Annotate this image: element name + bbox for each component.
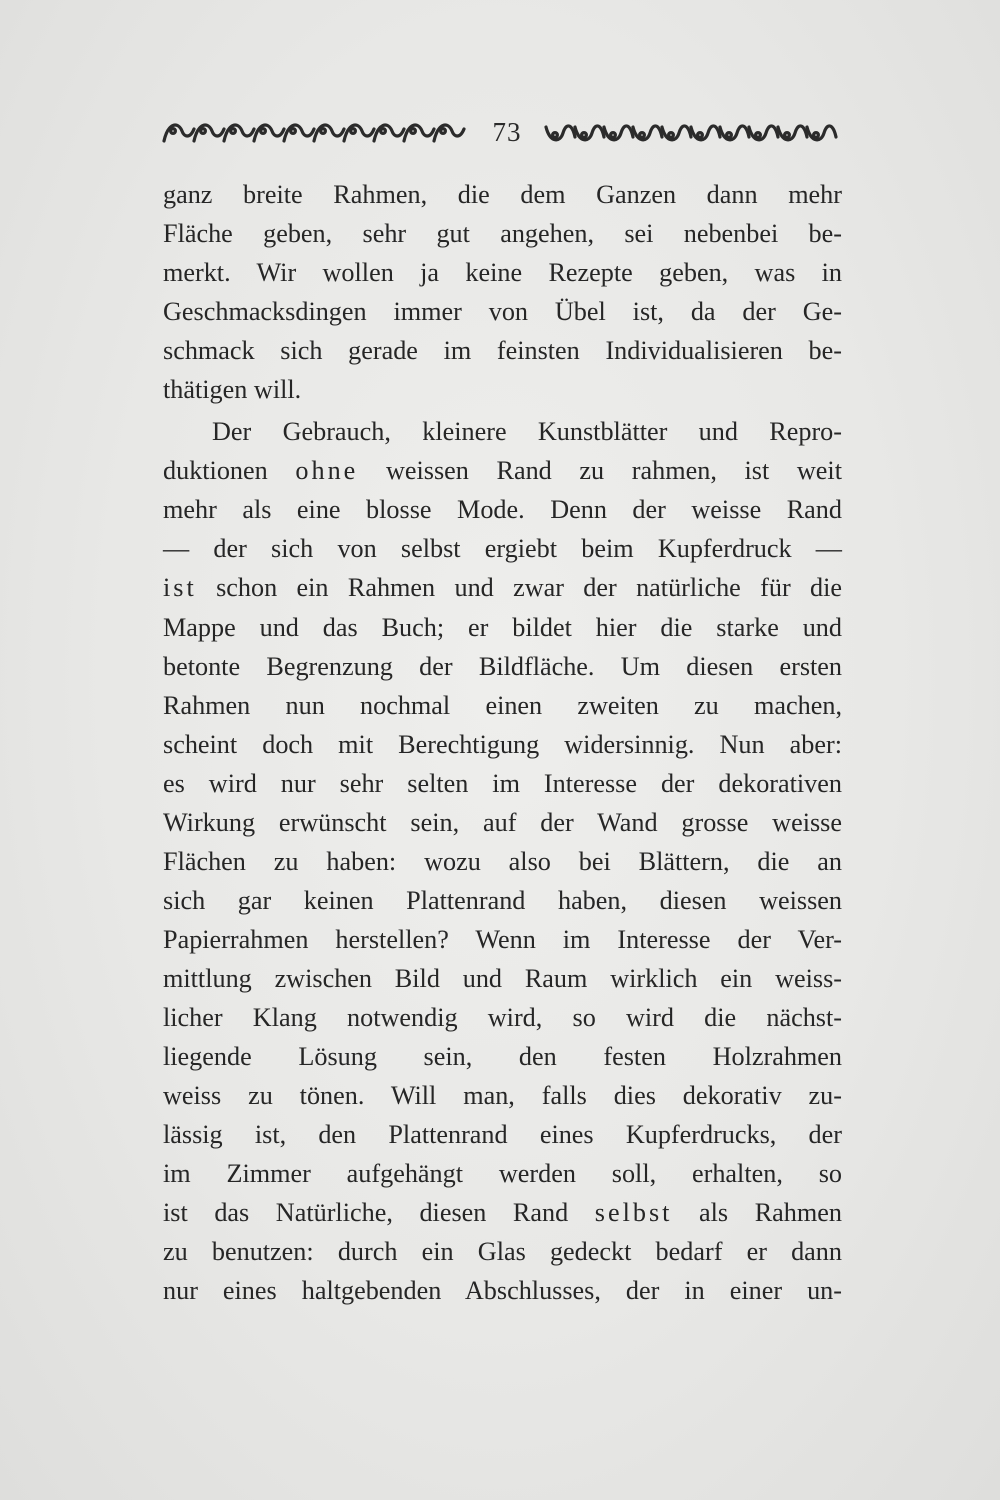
page-number: 73 [492,116,522,147]
wave-ornament-segment [633,126,662,140]
wave-ornament-curl [640,133,645,138]
wave-ornament-segment [314,125,344,141]
text-line: Der Gebrauch, kleinere Kunstblätter und Repro- [212,417,842,447]
text-line: lässig ist, den Plattenrand eines Kupferdrucks, der [163,1120,842,1150]
wave-ornament-curl [171,129,176,134]
text-line: sich gar keinen Plattenrand haben, diesen weissen [163,885,842,915]
text-line: zu benutzen: durch ein Glas gedeckt bedarf er dann [163,1237,842,1267]
wave-ornament-segment [344,125,374,141]
text-line: Fläche geben, sehr gut angehen, sei nebenbei be- [163,219,842,249]
text-line: scheint doch mit Berechtigung widersinnig. Nun aber: [163,729,842,759]
wave-ornament-segment [284,125,314,141]
left-ornament-band [160,117,472,147]
text-line: mehr als eine blosse Mode. Denn der weisse Rand [163,495,842,525]
wave-ornament-curl [669,133,674,138]
wave-ornament-curl [351,129,356,134]
wave-ornament-segment [224,125,254,141]
emphasized-word: ist [163,573,197,603]
wave-ornament-curl [261,129,266,134]
wave-ornament-curl [814,133,819,138]
wave-ornament-curl [411,129,416,134]
text-line: merkt. Wir wollen ja keine Rezepte geben, was in [163,258,842,288]
wave-ornament-segment [807,126,836,140]
text-line: betonte Begrenzung der Bildfläche. Um diesen ersten [163,651,842,681]
text-line: Rahmen nun nochmal einen zweiten zu machen, [163,690,842,720]
text-line: im Zimmer aufgehängt werden soll, erhalten, so [163,1159,842,1189]
paragraph-2 [163,412,842,1310]
wave-ornament-curl [201,129,206,134]
wave-ornament-segment [164,125,194,141]
text-line: weiss zu tönen. Will man, falls dies dekorativ zu- [163,1081,842,1111]
wave-ornament-curl [231,129,236,134]
text-line: Mappe und das Buch; er bildet hier die starke und [163,612,842,642]
text-line: Geschmacksdingen immer von Übel ist, da der Ge- [163,297,842,327]
wave-ornament-curl [381,129,386,134]
text-line: Papierrahmen herstellen? Wenn im Interesse der Ver- [163,924,842,954]
wave-ornament-curl [756,133,761,138]
wave-ornament-curl [582,133,587,138]
wave-ornament-segment [374,125,404,141]
text-line: nur eines haltgebenden Abschlusses, der in einer un- [163,1276,842,1306]
wave-ornament-curl [321,129,326,134]
wave-ornament-curl [553,133,558,138]
emphasized-word: selbst [594,1198,673,1228]
text-line: liegende Lösung sein, den festen Holzrahmen [163,1042,842,1072]
wave-ornament-segment [404,125,434,141]
wave-ornament-curl [698,133,703,138]
wave-ornament-segment [720,126,749,140]
wave-ornament-segment [691,126,720,140]
wave-ornament-curl [441,129,446,134]
text-line: duktionen ohne weissen Rand zu rahmen, ist weit [163,456,842,486]
wave-ornament-segment [546,126,575,140]
wave-ornament-segment [749,126,778,140]
text-line: thätigen will. [163,375,302,405]
text-line: — der sich von selbst ergiebt beim Kupferdruck — [163,534,842,564]
right-ornament-band [542,117,842,147]
wave-ornament-segment [194,125,224,141]
text-line: schmack sich gerade im feinsten Individualisieren be- [163,336,842,366]
wave-ornament-segment [434,125,464,141]
wave-ornament-segment [604,126,633,140]
wave-ornament-curl [727,133,732,138]
text-line: licher Klang notwendig wird, so wird die nächst- [163,1002,842,1032]
running-header [160,112,842,152]
wave-ornament-curl [785,133,790,138]
wave-ornament-segment [254,125,284,141]
wave-ornament-curl [611,133,616,138]
text-line: ist das Natürliche, diesen Rand selbst als Rahmen [163,1198,842,1228]
text-line: mittlung zwischen Bild und Raum wirklich ein weiss- [163,963,842,993]
emphasized-word: ohne [295,456,359,486]
text-line: ganz breite Rahmen, die dem Ganzen dann mehr [163,180,842,209]
paragraph-1 [163,175,842,409]
wave-ornament-segment [778,126,807,140]
text-line: Wirkung erwünscht sein, auf der Wand grosse weisse [163,807,842,837]
wave-ornament-segment [662,126,691,140]
body-text [163,175,842,1310]
wave-ornament-segment [575,126,604,140]
text-line: es wird nur sehr selten im Interesse der dekorativen [163,768,842,798]
text-line: Flächen zu haben: wozu also bei Blättern, die an [163,846,842,876]
wave-ornament-curl [291,129,296,134]
text-line: ist schon ein Rahmen und zwar der natürliche für die [163,573,842,603]
